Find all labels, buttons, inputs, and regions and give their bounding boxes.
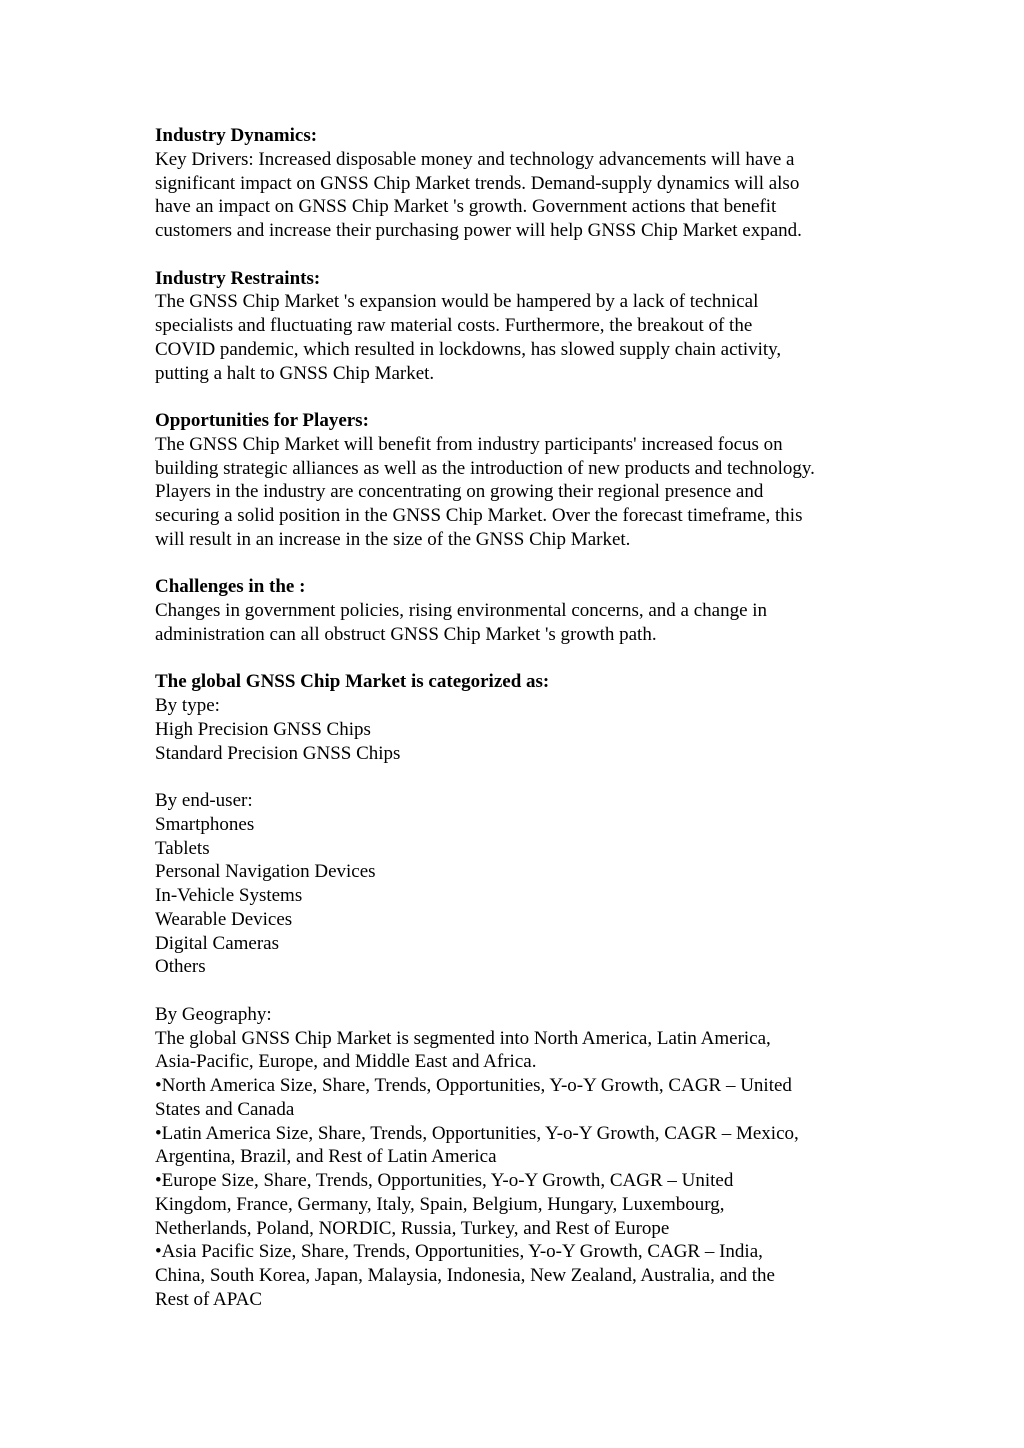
- list-item: Smartphones: [155, 813, 255, 835]
- list-item: Wearable Devices: [155, 908, 293, 930]
- list-item: Tablets: [155, 837, 210, 859]
- region-item: •Europe Size, Share, Trends, Opportunities, Y-o-Y Growth, CAGR – United Kingdom, France, Germany, Italy, Spain, Belgium, Hungary, Luxembourg, Netherlands, Poland, NORDIC, Russia, Turkey, and Rest of Europe: [155, 1170, 734, 1239]
- opportunities-body: The GNSS Chip Market will benefit from industry participants' increased focus on building strategic alliances as well as the introduction of new products and technology. Players in the industry are concentrating on growing their regional presence and securing a solid position in the GNSS Chip Market. Over the forecast timeframe, this will result in an increase in the size of the GNSS Chip Market.: [155, 433, 815, 550]
- geography-intro: The global GNSS Chip Market is segmented into North America, Latin America, Asia-Pacific, Europe, and Middle East and Africa.: [155, 1027, 771, 1073]
- region-item: •Latin America Size, Share, Trends, Opportunities, Y-o-Y Growth, CAGR – Mexico, Argentina, Brazil, and Rest of Latin America: [155, 1122, 799, 1168]
- region-item: •Asia Pacific Size, Share, Trends, Opportunities, Y-o-Y Growth, CAGR – India, China, South Korea, Japan, Malaysia, Indonesia, New Zealand, Australia, and the Rest of APAC: [155, 1241, 775, 1310]
- challenges-heading: Challenges in the :: [155, 576, 306, 598]
- industry-restraints-body: The GNSS Chip Market 's expansion would be hampered by a lack of technical specialists and fluctuating raw material costs. Furthermore, the breakout of the COVID pandemic, which resulted in lockdowns, has slowed supply chain activity, putting a halt to GNSS Chip Market.: [155, 291, 782, 384]
- paragraph-gap: [155, 243, 915, 267]
- opportunities-heading: Opportunities for Players:: [155, 410, 369, 431]
- by-end-user-label: By end-user:: [155, 790, 253, 811]
- paragraph-gap: [155, 552, 915, 576]
- list-item: High Precision GNSS Chips: [155, 718, 371, 740]
- paragraph-gap: [155, 385, 915, 409]
- by-type-label: By type:: [155, 695, 220, 716]
- paragraph-gap: [155, 647, 915, 671]
- categorized-heading: The global GNSS Chip Market is categorized as:: [155, 671, 550, 693]
- list-item: Standard Precision GNSS Chips: [155, 742, 401, 764]
- list-item: Digital Cameras: [155, 932, 279, 954]
- challenges-body: Changes in government policies, rising environmental concerns, and a change in administration can all obstruct GNSS Chip Market 's growth path.: [155, 600, 768, 645]
- document-page: [155, 124, 915, 1312]
- by-geography-label: By Geography:: [155, 1003, 272, 1025]
- paragraph-gap: [155, 765, 915, 789]
- region-item: •North America Size, Share, Trends, Opportunities, Y-o-Y Growth, CAGR – United States and Canada: [155, 1075, 792, 1120]
- industry-restraints-heading: Industry Restraints:: [155, 267, 321, 289]
- list-item: Personal Navigation Devices: [155, 861, 376, 883]
- industry-dynamics-body: Key Drivers: Increased disposable money and technology advancements will have a significant impact on GNSS Chip Market trends. Demand-supply dynamics will also have an impact on GNSS Chip Market 's growth. Government actions that benefit customers and increase their purchasing power will help GNSS Chip Market expand.: [155, 148, 802, 241]
- industry-dynamics-heading: Industry Dynamics:: [155, 125, 318, 146]
- paragraph-gap: [155, 979, 915, 1003]
- list-item: Others: [155, 956, 206, 978]
- list-item: In-Vehicle Systems: [155, 885, 303, 906]
